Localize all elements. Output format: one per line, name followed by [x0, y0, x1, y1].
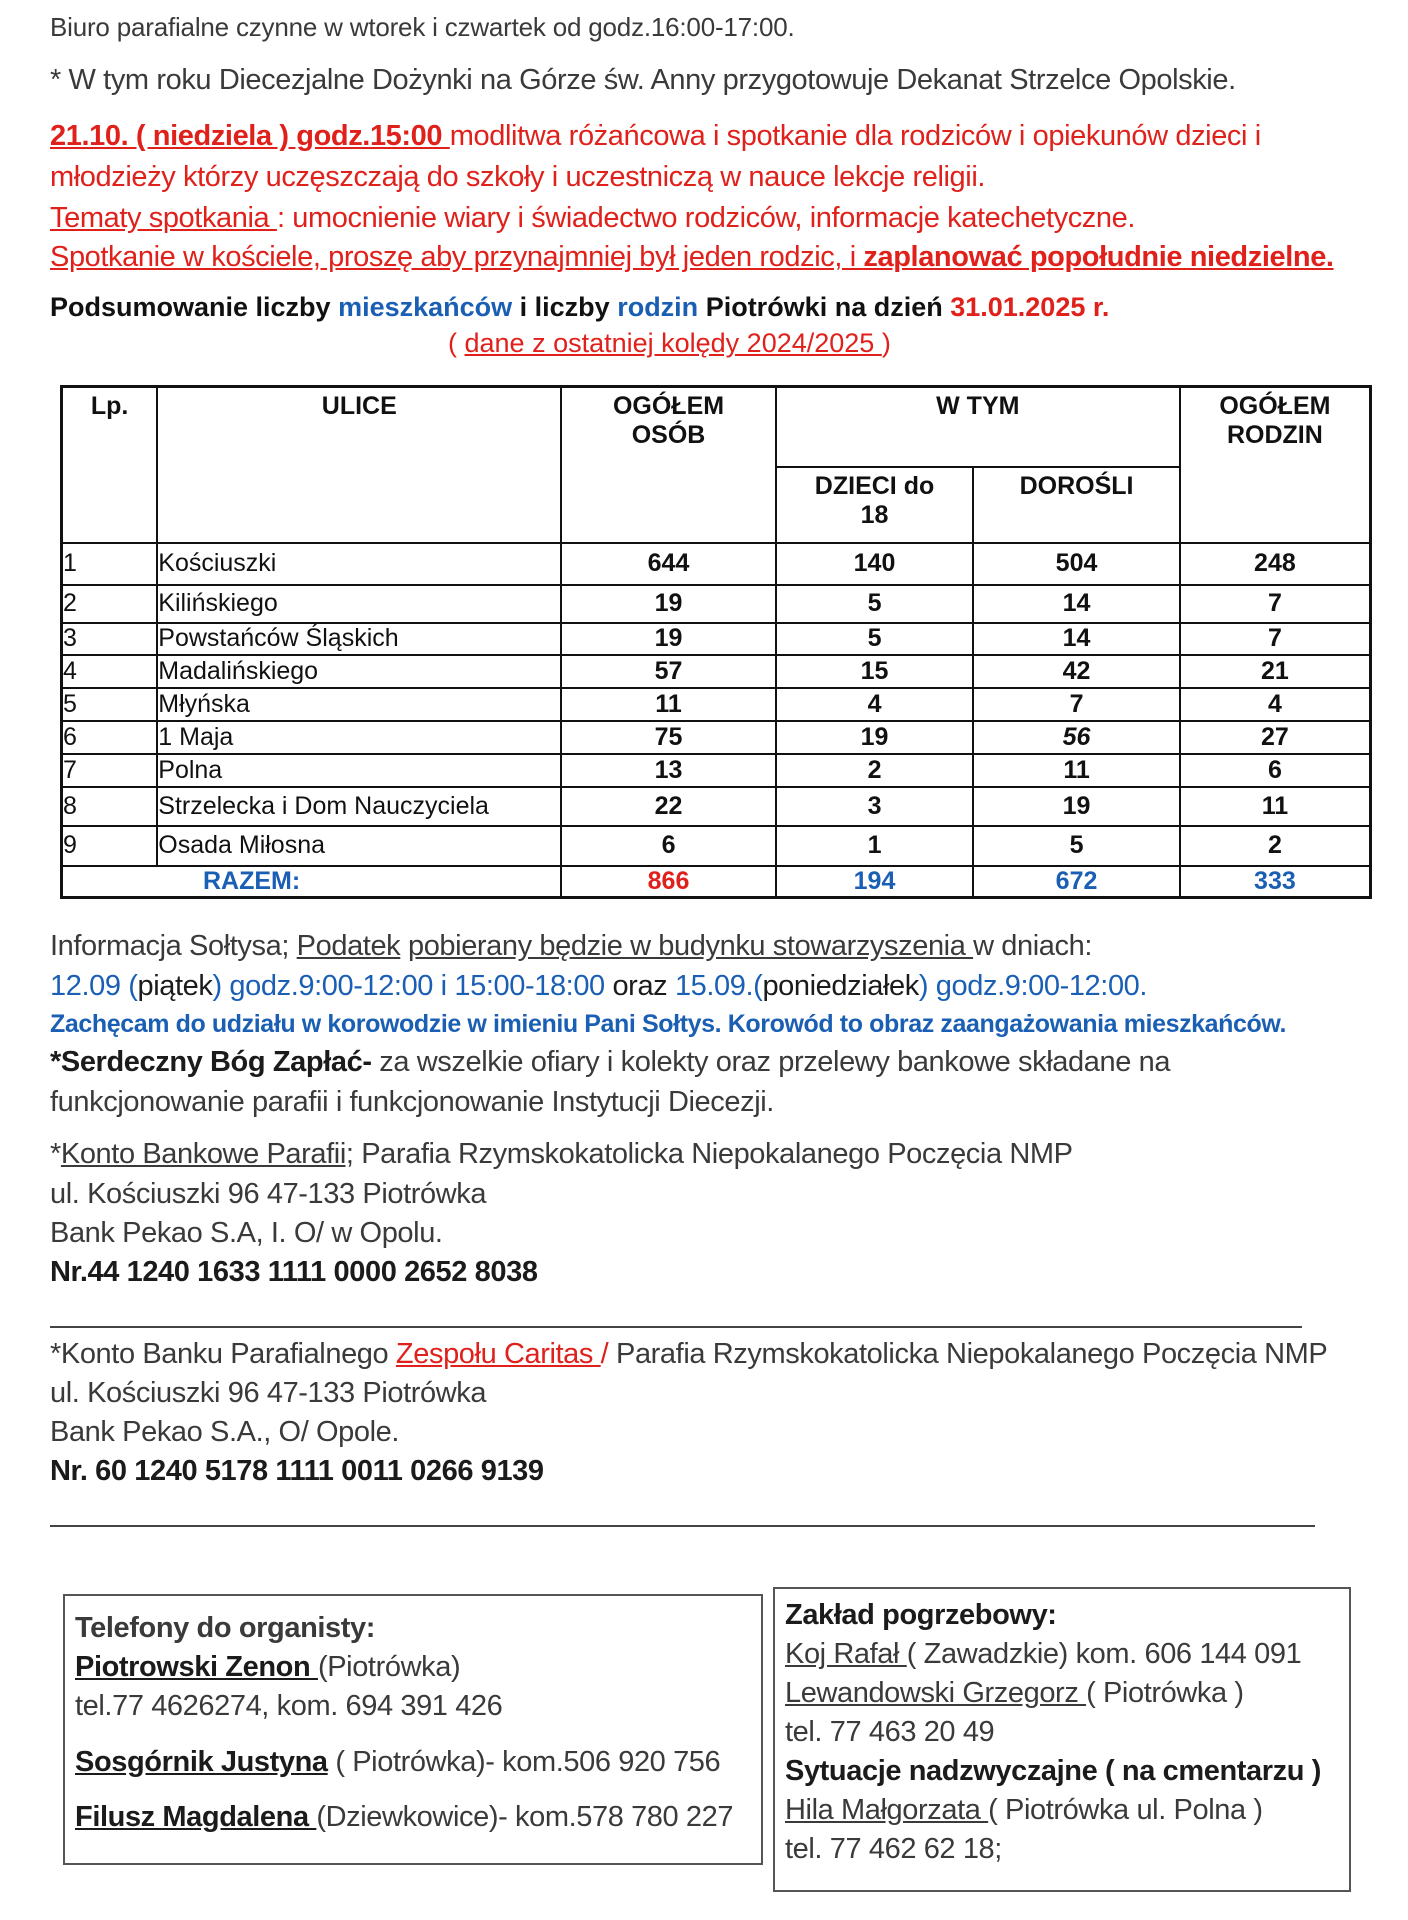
row-lp: 3: [62, 623, 158, 655]
total-children: 194: [776, 866, 973, 898]
row-lp: 7: [62, 754, 158, 787]
soltys-tax: Podatek: [296, 930, 401, 962]
row-street: Polna: [157, 754, 561, 787]
account2-name: Parafia Rzymskokatolicka Niepokalanego Poczęcia NMP: [608, 1338, 1328, 1370]
row-families: 4: [1180, 688, 1371, 721]
summary-title-residents: mieszkańców: [338, 292, 513, 322]
summary-subtitle: [448, 328, 891, 359]
total-families: 333: [1180, 866, 1371, 898]
row-children: 5: [776, 585, 973, 623]
header-total-families: OGÓŁEM RODZIN: [1180, 387, 1371, 543]
organist-1: [75, 1651, 460, 1684]
soltys-line3: Zachęcam do udziału w korowodzie w imieniu Pani Sołtys. Korowód to obraz zaangażowania mieszkańców.: [50, 1010, 1287, 1038]
row-families: 6: [1180, 754, 1371, 787]
row-families: 248: [1180, 543, 1371, 585]
soltys-line1: [50, 930, 1092, 963]
row-people: 19: [561, 623, 776, 655]
row-street: 1 Maja: [157, 721, 561, 754]
account2-number: Nr. 60 1240 5178 1111 0011 0266 9139: [50, 1455, 544, 1487]
church-text: Spotkanie w kościele, proszę aby przynajmniej był jeden rodzic, i: [50, 241, 864, 273]
row-adults: 14: [973, 585, 1180, 623]
total-adults: 672: [973, 866, 1180, 898]
thanks-line1: [50, 1046, 1170, 1079]
table-row: [62, 585, 1371, 623]
table-row: [62, 543, 1371, 585]
funeral-1-rest: ( Zawadzkie) kom. 606 144 091: [906, 1638, 1302, 1670]
residents-table: [60, 385, 1372, 899]
account1-name: Parafia Rzymskokatolicka Niepokalanego Poczęcia NMP: [353, 1138, 1073, 1170]
table-row: [62, 655, 1371, 688]
row-people: 75: [561, 721, 776, 754]
row-families: 11: [1180, 787, 1371, 826]
row-children: 4: [776, 688, 973, 721]
account1-bank: Bank Pekao S.A, I. O/ w Opolu.: [50, 1217, 443, 1249]
funeral-emergency: Sytuacje nadzwyczajne ( na cmentarzu ): [785, 1755, 1321, 1787]
row-adults: 19: [973, 787, 1180, 826]
header-lp: Lp.: [62, 387, 158, 543]
church-bold: zaplanować popołudnie niedzielne.: [863, 241, 1334, 273]
row-people: 57: [561, 655, 776, 688]
row-street: Powstańców Śląskich: [157, 623, 561, 655]
s2c: ) godz.9:00-12:00 i 15:00-18:00: [212, 970, 613, 1002]
row-people: 11: [561, 688, 776, 721]
row-adults: 14: [973, 623, 1180, 655]
row-people: 19: [561, 585, 776, 623]
row-children: 5: [776, 623, 973, 655]
header-including: W TYM: [776, 387, 1180, 467]
soltys-line2: [50, 970, 1147, 1003]
topics-line: [50, 202, 1135, 235]
row-children: 3: [776, 787, 973, 826]
s2a: 12.09 (: [50, 970, 138, 1002]
funeral-3: [785, 1794, 1263, 1827]
row-lp: 4: [62, 655, 158, 688]
row-street: Madalińskiego: [157, 655, 561, 688]
organists-box: [63, 1594, 763, 1865]
row-lp: 6: [62, 721, 158, 754]
funeral-1-name: Koj Rafał: [785, 1638, 907, 1670]
table-row: [62, 754, 1371, 787]
table-row: [62, 623, 1371, 655]
meeting-date: 21.10. ( niedziela ) godz.15:00: [50, 120, 450, 152]
organist-2: [75, 1746, 720, 1779]
row-children: 2: [776, 754, 973, 787]
table-row: [62, 721, 1371, 754]
organist-1-place: (Piotrówka): [317, 1651, 461, 1683]
row-families: 2: [1180, 826, 1371, 866]
meeting-text1: modlitwa różańcowa i spotkanie dla rodziców i opiekunów dzieci i: [449, 120, 1261, 152]
summary-title-part1: Podsumowanie liczby: [50, 292, 339, 322]
summary-title-date: 31.01.2025 r.: [950, 292, 1110, 322]
subtitle-open: (: [448, 328, 465, 358]
funeral-3-name: Hila Małgorzata: [785, 1794, 989, 1826]
thanks-line2: funkcjonowanie parafii i funkcjonowanie Instytucji Diecezji.: [50, 1086, 774, 1118]
row-adults: 5: [973, 826, 1180, 866]
topics-label: Tematy spotkania: [50, 202, 277, 234]
row-lp: 1: [62, 543, 158, 585]
account2-caritas: Zespołu Caritas: [395, 1338, 601, 1370]
organist-3-name: Filusz Magdalena: [75, 1801, 317, 1833]
soltys-days: w dniach:: [973, 930, 1093, 962]
funeral-2-name: Lewandowski Grzegorz: [785, 1677, 1087, 1709]
funeral-1: [785, 1638, 1301, 1671]
account1-label: Konto Bankowe Parafii;: [60, 1138, 354, 1170]
total-row: [62, 866, 1371, 898]
row-lp: 9: [62, 826, 158, 866]
row-people: 22: [561, 787, 776, 826]
account2-bank: Bank Pekao S.A., O/ Opole.: [50, 1416, 400, 1448]
soltys-label: Informacja Sołtysa;: [50, 930, 297, 962]
funeral-2-rest: ( Piotrówka ): [1086, 1677, 1244, 1709]
row-lp: 5: [62, 688, 158, 721]
organist-2-rest: ( Piotrówka)- kom.506 920 756: [327, 1746, 721, 1778]
row-people: 13: [561, 754, 776, 787]
funeral-box: [773, 1587, 1351, 1892]
row-lp: 8: [62, 787, 158, 826]
header-children: DZIECI do 18: [776, 467, 973, 543]
summary-title-part5: Piotrówki na dzień: [698, 292, 951, 322]
meeting-notice-line1: [50, 120, 1261, 153]
organists-title: Telefony do organisty:: [75, 1612, 376, 1644]
divider: [50, 1326, 1302, 1328]
row-street: Kilińskiego: [157, 585, 561, 623]
subtitle-link: dane z ostatniej kolędy 2024/2025: [464, 328, 882, 358]
account1-star: *: [50, 1138, 61, 1170]
row-street: Strzelecka i Dom Nauczyciela: [157, 787, 561, 826]
soltys-location: pobierany będzie w budynku stowarzyszenia: [407, 930, 974, 962]
funeral-title: Zakład pogrzebowy:: [785, 1599, 1057, 1631]
header-adults: DOROŚLI: [973, 467, 1180, 543]
funeral-3-rest: ( Piotrówka ul. Polna ): [988, 1794, 1263, 1826]
funeral-2: [785, 1677, 1244, 1710]
row-street: Osada Miłosna: [157, 826, 561, 866]
header-streets: ULICE: [157, 387, 561, 543]
thanks-bold: *Serdeczny Bóg Zapłać-: [50, 1046, 372, 1078]
soltys-space: [400, 930, 408, 962]
row-adults: 56: [973, 721, 1180, 754]
meeting-text2: młodzieży którzy uczęszczają do szkoły i uczestniczą w nauce lekcje religii.: [50, 161, 986, 193]
table-row: [62, 787, 1371, 826]
row-adults: 504: [973, 543, 1180, 585]
funeral-3-phone: tel. 77 462 62 18;: [785, 1833, 1002, 1865]
row-people: 6: [561, 826, 776, 866]
account2-label: *Konto Banku Parafialnego: [50, 1338, 396, 1370]
s2b: piątek: [137, 970, 213, 1002]
funeral-2-phone: tel. 77 463 20 49: [785, 1716, 995, 1748]
dozynki-notice: * W tym roku Diecezjalne Dożynki na Górze św. Anny przygotowuje Dekanat Strzelce Opolskie.: [50, 64, 1236, 96]
account2-line1: [50, 1338, 1327, 1371]
row-families: 21: [1180, 655, 1371, 688]
row-people: 644: [561, 543, 776, 585]
header-total-people: OGÓŁEM OSÓB: [561, 387, 776, 543]
row-adults: 42: [973, 655, 1180, 688]
row-families: 7: [1180, 585, 1371, 623]
row-adults: 7: [973, 688, 1180, 721]
row-families: 27: [1180, 721, 1371, 754]
row-street: Młyńska: [157, 688, 561, 721]
account1-address: ul. Kościuszki 96 47-133 Piotrówka: [50, 1178, 487, 1210]
row-street: Kościuszki: [157, 543, 561, 585]
subtitle-close: ): [881, 328, 891, 358]
account1-number: Nr.44 1240 1633 1111 0000 2652 8038: [50, 1256, 538, 1288]
row-children: 15: [776, 655, 973, 688]
table-row: [62, 826, 1371, 866]
account1-line1: [50, 1138, 1073, 1171]
account2-slash: /: [600, 1338, 609, 1370]
row-children: 1: [776, 826, 973, 866]
organist-2-name: Sosgórnik Justyna: [75, 1746, 328, 1778]
thanks-text1: za wszelkie ofiary i kolekty oraz przelewy bankowe składane na: [371, 1046, 1171, 1078]
row-adults: 11: [973, 754, 1180, 787]
row-families: 7: [1180, 623, 1371, 655]
row-lp: 2: [62, 585, 158, 623]
table-row: [62, 688, 1371, 721]
organist-1-phone: tel.77 4626274, kom. 694 391 426: [75, 1690, 503, 1722]
divider: [50, 1525, 1315, 1527]
summary-title: [50, 292, 1109, 323]
s2d: oraz: [612, 970, 668, 1002]
s2e: 15.09.(: [667, 970, 763, 1002]
s2f: poniedziałek: [762, 970, 919, 1002]
summary-title-families: rodzin: [617, 292, 699, 322]
row-children: 19: [776, 721, 973, 754]
total-people: 866: [561, 866, 776, 898]
organist-3: [75, 1801, 733, 1834]
organist-3-rest: (Dziewkowice)- kom.578 780 227: [316, 1801, 734, 1833]
s2g: ) godz.9:00-12:00.: [918, 970, 1148, 1002]
church-line: [50, 241, 1334, 274]
account2-address: ul. Kościuszki 96 47-133 Piotrówka: [50, 1377, 487, 1409]
organist-1-name: Piotrowski Zenon: [75, 1651, 318, 1683]
topics-text: : umocnienie wiary i świadectwo rodziców, informacje katechetyczne.: [276, 202, 1136, 234]
total-label: RAZEM:: [62, 866, 562, 898]
office-hours: Biuro parafialne czynne w wtorek i czwartek od godz.16:00-17:00.: [50, 12, 795, 42]
summary-title-part3: i liczby: [512, 292, 618, 322]
row-children: 140: [776, 543, 973, 585]
